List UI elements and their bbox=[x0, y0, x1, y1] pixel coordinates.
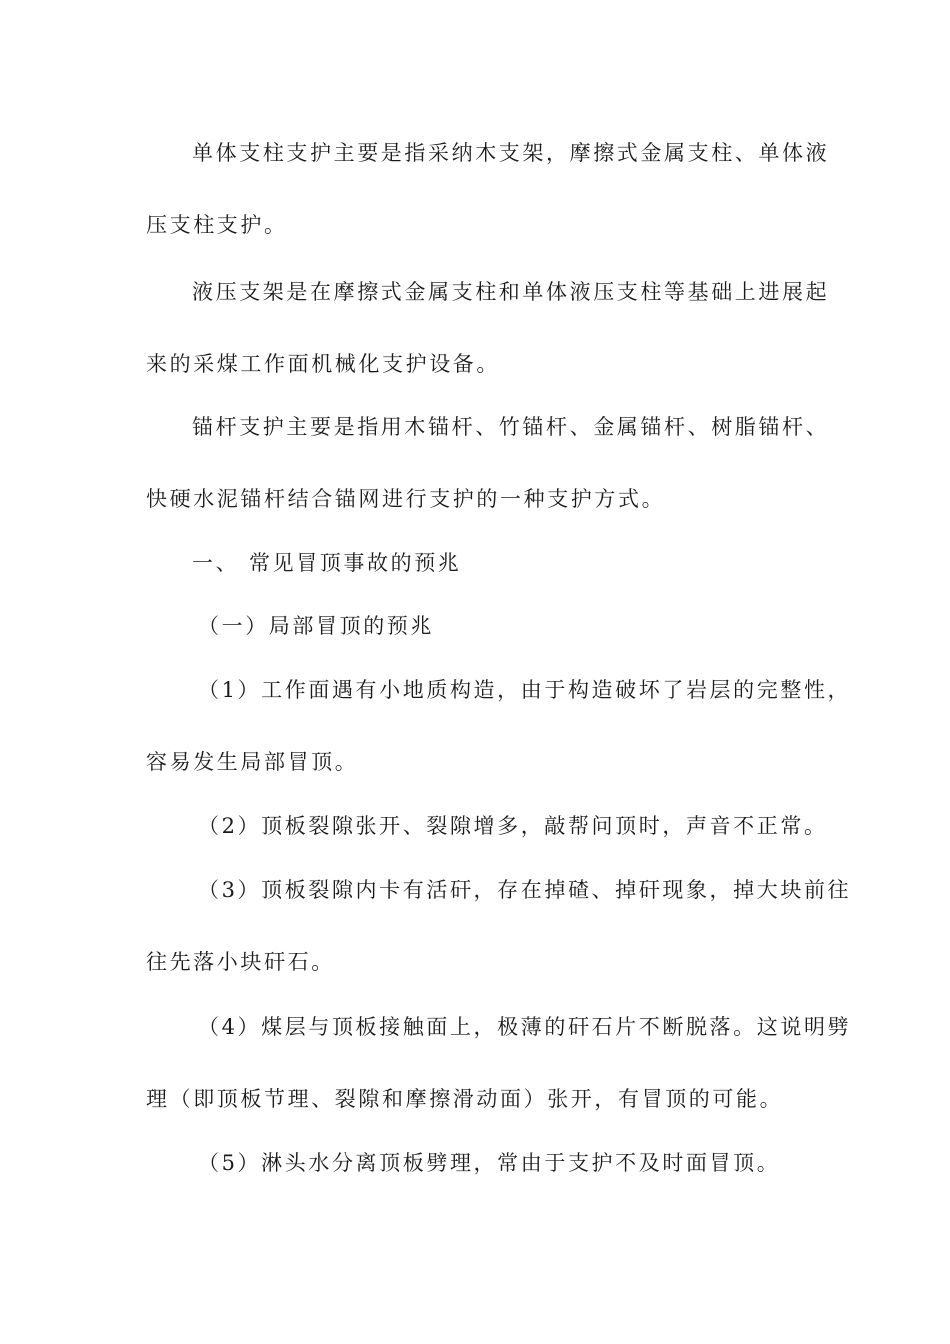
item-4-line-1: （4）煤层与顶板接触面上，极薄的矸石片不断脱落。这说明劈 bbox=[198, 1015, 852, 1039]
section-heading-number: 一、 bbox=[192, 551, 240, 575]
section-heading-text: 常见冒顶事故的预兆 bbox=[249, 551, 462, 575]
paragraph-2-line-1: 液压支架是在摩擦式金属支柱和单体液压支柱等基础上进展起 bbox=[192, 280, 830, 304]
paragraph-2-line-2: 来的采煤工作面机械化支护设备。 bbox=[146, 352, 500, 376]
item-1-line-2: 容易发生局部冒顶。 bbox=[146, 750, 359, 774]
item-1-line-1: （1）工作面遇有小地质构造，由于构造破坏了岩层的完整性， bbox=[198, 678, 852, 702]
item-3-line-1: （3）顶板裂隙内卡有活矸，存在掉碴、掉矸现象，掉大块前往 bbox=[198, 878, 852, 902]
subsection-heading: （一）局部冒顶的预兆 bbox=[198, 614, 434, 638]
paragraph-1-line-2: 压支柱支护。 bbox=[146, 213, 288, 237]
item-5-line-1: （5）淋头水分离顶板劈理，常由于支护不及时面冒顶。 bbox=[198, 1151, 781, 1175]
paragraph-3-line-1: 锚杆支护主要是指用木锚杆、竹锚杆、金属锚杆、树脂锚杆、 bbox=[192, 415, 830, 439]
item-4-line-2: 理（即顶板节理、裂隙和摩擦滑动面）张开，有冒顶的可能。 bbox=[146, 1087, 784, 1111]
paragraph-1-line-1: 单体支柱支护主要是指采纳木支架，摩擦式金属支柱、单体液 bbox=[192, 141, 830, 165]
item-3-line-2: 往先落小块矸石。 bbox=[146, 950, 335, 974]
paragraph-3-line-2: 快硬水泥锚杆结合锚网进行支护的一种支护方式。 bbox=[146, 487, 666, 511]
item-2-line-1: （2）顶板裂隙张开、裂隙增多，敲帮问顶时，声音不正常。 bbox=[198, 814, 828, 838]
